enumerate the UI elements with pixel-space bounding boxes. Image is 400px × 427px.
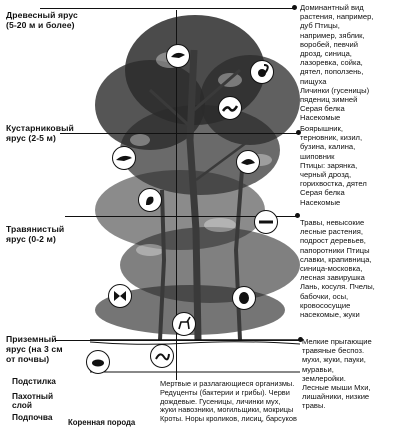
bird-icon (166, 44, 190, 68)
description-line: Кроты. Норы кроликов, лисиц, барсуков (160, 414, 297, 424)
description-line: растения, например, (300, 12, 374, 22)
description-line: синица-московка, (300, 264, 363, 274)
tier-name-line: ярус (на 3 см (6, 344, 63, 354)
beetle-icon (232, 286, 256, 310)
tier-name-line: Приземный (6, 334, 57, 344)
soil-description (160, 380, 398, 424)
description-line: дятел, поползень, (300, 67, 364, 77)
squirrel-icon (250, 60, 274, 84)
description-line: Серая белка (300, 104, 345, 114)
tier-name-line: Кустарниковый (6, 123, 74, 133)
description-line: пищуха (300, 76, 327, 86)
description-line: жуки навозники, могильщики, мокрицы (160, 405, 294, 415)
description-line: дуб Птицы, (300, 21, 340, 31)
description-line: мухи, жуки, пауки, (302, 355, 366, 365)
tier-name-line: от почвы) (6, 354, 50, 364)
description-line: Редуценты (бактерии и грибы). Черви (160, 387, 290, 397)
description-line: черный дрозд, (300, 170, 352, 180)
squirrel-icon (138, 188, 162, 212)
description-line: насекомые, жуки (300, 310, 360, 320)
description-line: муравьи, (302, 364, 334, 374)
litter-label: Подстилка (12, 376, 56, 386)
description-line: травы. (302, 401, 326, 411)
description-line: кровососущие (300, 300, 351, 310)
mouse-icon (86, 350, 110, 374)
description-line: землеройки. (302, 373, 346, 383)
subsoil-label: Подпочва (12, 412, 53, 422)
description-line: Травы, невысокие (300, 218, 365, 227)
tier-name-line: (5-20 м и более) (6, 20, 75, 30)
description-line: Боярышник, (300, 124, 343, 133)
shrub-tier-description (300, 124, 398, 207)
grass-tier-name (6, 224, 64, 244)
description-line: травяные беспоз. (302, 346, 365, 356)
tree-tier-description (300, 3, 398, 123)
description-line: шиповник (300, 151, 335, 161)
description-line: горихвостка, дятел (300, 179, 367, 189)
tier-name-line: ярус (0-2 м) (6, 234, 56, 244)
tier-name-line: Травянистый (6, 224, 65, 234)
description-line: лесные растения, (300, 227, 363, 237)
description-line: лесная завирушка (300, 273, 365, 283)
description-line: Серая белка (300, 188, 345, 198)
description-line: подрост деревьев, (300, 236, 366, 246)
plough-layer-label: Пахотный (12, 391, 54, 401)
description-line: папоротники Птицы (300, 245, 370, 255)
bedrock-label: Коренная порода (68, 418, 136, 427)
description-line: Птицы: зарянка, (300, 160, 358, 170)
description-line: терновник, кизил, (300, 133, 363, 143)
bird-icon (112, 146, 136, 170)
butterfly-icon (108, 284, 132, 308)
description-line: лазоревка, сойка, (300, 58, 363, 68)
plough-layer-label-2: слой (12, 400, 32, 410)
tier-name-line: Древесный ярус (6, 10, 78, 20)
tree-tier-dot (292, 5, 297, 10)
description-line: Мелкие прыгающие (302, 337, 372, 346)
description-line: Насекомые (300, 113, 341, 123)
description-line: славки, крапивница, (300, 254, 372, 264)
description-line: Лесные мыши Мхи, (302, 383, 371, 393)
description-line: Доминантный вид (300, 3, 364, 12)
shrub-tier-name (6, 123, 74, 143)
description-line: например, зяблик, (300, 30, 365, 40)
description-line: бузина, калина, (300, 142, 356, 152)
grass-tier-description (300, 218, 398, 319)
worm-icon (150, 344, 174, 368)
description-line: Лань, косуля. Пчелы, (300, 282, 375, 292)
description-line: дрозд, синица, (300, 49, 352, 59)
deer-icon (172, 312, 196, 336)
tree-tier-line (40, 8, 295, 9)
ground-tier-line (55, 340, 300, 341)
description-line: пядениц зимней (300, 95, 358, 105)
description-line: лишайники, низкие (302, 392, 370, 402)
description-line: Насекомые (300, 197, 341, 207)
description-line: Личинки (гусеницы) (300, 85, 370, 95)
caterpillar-icon (218, 96, 242, 120)
description-line: дождевые. Гусеницы, личинки мух, (160, 396, 281, 406)
description-line: Мертвые и разлагающиеся организмы. (160, 379, 295, 388)
caterpillar-icon (254, 210, 278, 234)
tier-name-line: ярус (2-5 м) (6, 133, 56, 143)
description-line: воробей, певчий (300, 39, 359, 49)
shrub-tier-line (60, 133, 298, 134)
tree-tier-name (6, 10, 78, 30)
bird-icon (236, 150, 260, 174)
ground-tier-name (6, 334, 63, 364)
description-line: бабочки, осы, (300, 291, 349, 301)
